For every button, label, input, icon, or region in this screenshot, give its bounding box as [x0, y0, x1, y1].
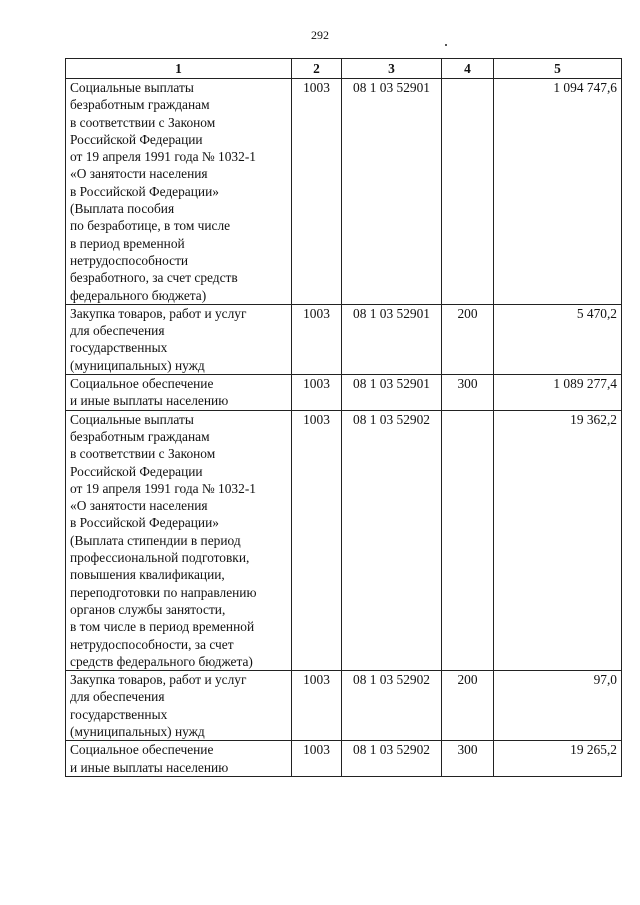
amount-cell: 1 089 277,4 — [494, 375, 622, 411]
target-article-cell: 08 1 03 52901 — [342, 304, 442, 374]
scan-speck — [445, 44, 447, 46]
table-header-row — [66, 59, 622, 79]
section-code-cell: 1003 — [292, 79, 342, 305]
section-code-cell: 1003 — [292, 304, 342, 374]
table-row — [66, 410, 622, 670]
section-code-cell: 1003 — [292, 410, 342, 670]
column-header-5: 5 — [494, 59, 622, 79]
amount-cell: 1 094 747,6 — [494, 79, 622, 305]
table-row — [66, 741, 622, 777]
target-article-cell: 08 1 03 52901 — [342, 79, 442, 305]
row-name-cell: Закупка товаров, работ и услуг для обеспечения государственных (муниципальных) нужд — [66, 304, 292, 374]
row-name-cell: Социальное обеспечение и иные выплаты населению — [66, 741, 292, 777]
section-code-cell: 1003 — [292, 671, 342, 741]
expense-type-cell: 300 — [442, 741, 494, 777]
section-code-cell: 1003 — [292, 375, 342, 411]
table-row — [66, 304, 622, 374]
row-name-cell: Социальные выплаты безработным гражданам в соответствии с Законом Российской Федерации от 19 апреля 1991 года № 1032-1 «О занятости населения в Российской Федерации» (Выплата стипендии в период профессиональной подготовки, повышения квалификации, переподготовки по направлению органов службы занятости, в том числе в период временной нетрудоспособности, за счет средств федерального бюджета) — [66, 410, 292, 670]
target-article-cell: 08 1 03 52902 — [342, 741, 442, 777]
section-code-cell: 1003 — [292, 741, 342, 777]
table-row — [66, 79, 622, 305]
amount-cell: 19 362,2 — [494, 410, 622, 670]
budget-table — [65, 58, 622, 777]
amount-cell: 97,0 — [494, 671, 622, 741]
expense-type-cell — [442, 79, 494, 305]
expense-type-cell: 300 — [442, 375, 494, 411]
target-article-cell: 08 1 03 52901 — [342, 375, 442, 411]
table-row — [66, 671, 622, 741]
page-number: 292 — [311, 28, 329, 42]
amount-cell: 19 265,2 — [494, 741, 622, 777]
column-header-1: 1 — [66, 59, 292, 79]
row-name-cell: Социальное обеспечение и иные выплаты населению — [66, 375, 292, 411]
expense-type-cell: 200 — [442, 671, 494, 741]
column-header-2: 2 — [292, 59, 342, 79]
amount-cell: 5 470,2 — [494, 304, 622, 374]
target-article-cell: 08 1 03 52902 — [342, 410, 442, 670]
expense-type-cell: 200 — [442, 304, 494, 374]
target-article-cell: 08 1 03 52902 — [342, 671, 442, 741]
column-header-4: 4 — [442, 59, 494, 79]
column-header-3: 3 — [342, 59, 442, 79]
row-name-cell: Закупка товаров, работ и услуг для обеспечения государственных (муниципальных) нужд — [66, 671, 292, 741]
row-name-cell: Социальные выплаты безработным гражданам в соответствии с Законом Российской Федерации от 19 апреля 1991 года № 1032-1 «О занятости населения в Российской Федерации» (Выплата пособия по безработице, в том числе в период временной нетрудоспособности безработного, за счет средств федерального бюджета) — [66, 79, 292, 305]
expense-type-cell — [442, 410, 494, 670]
table-row — [66, 375, 622, 411]
